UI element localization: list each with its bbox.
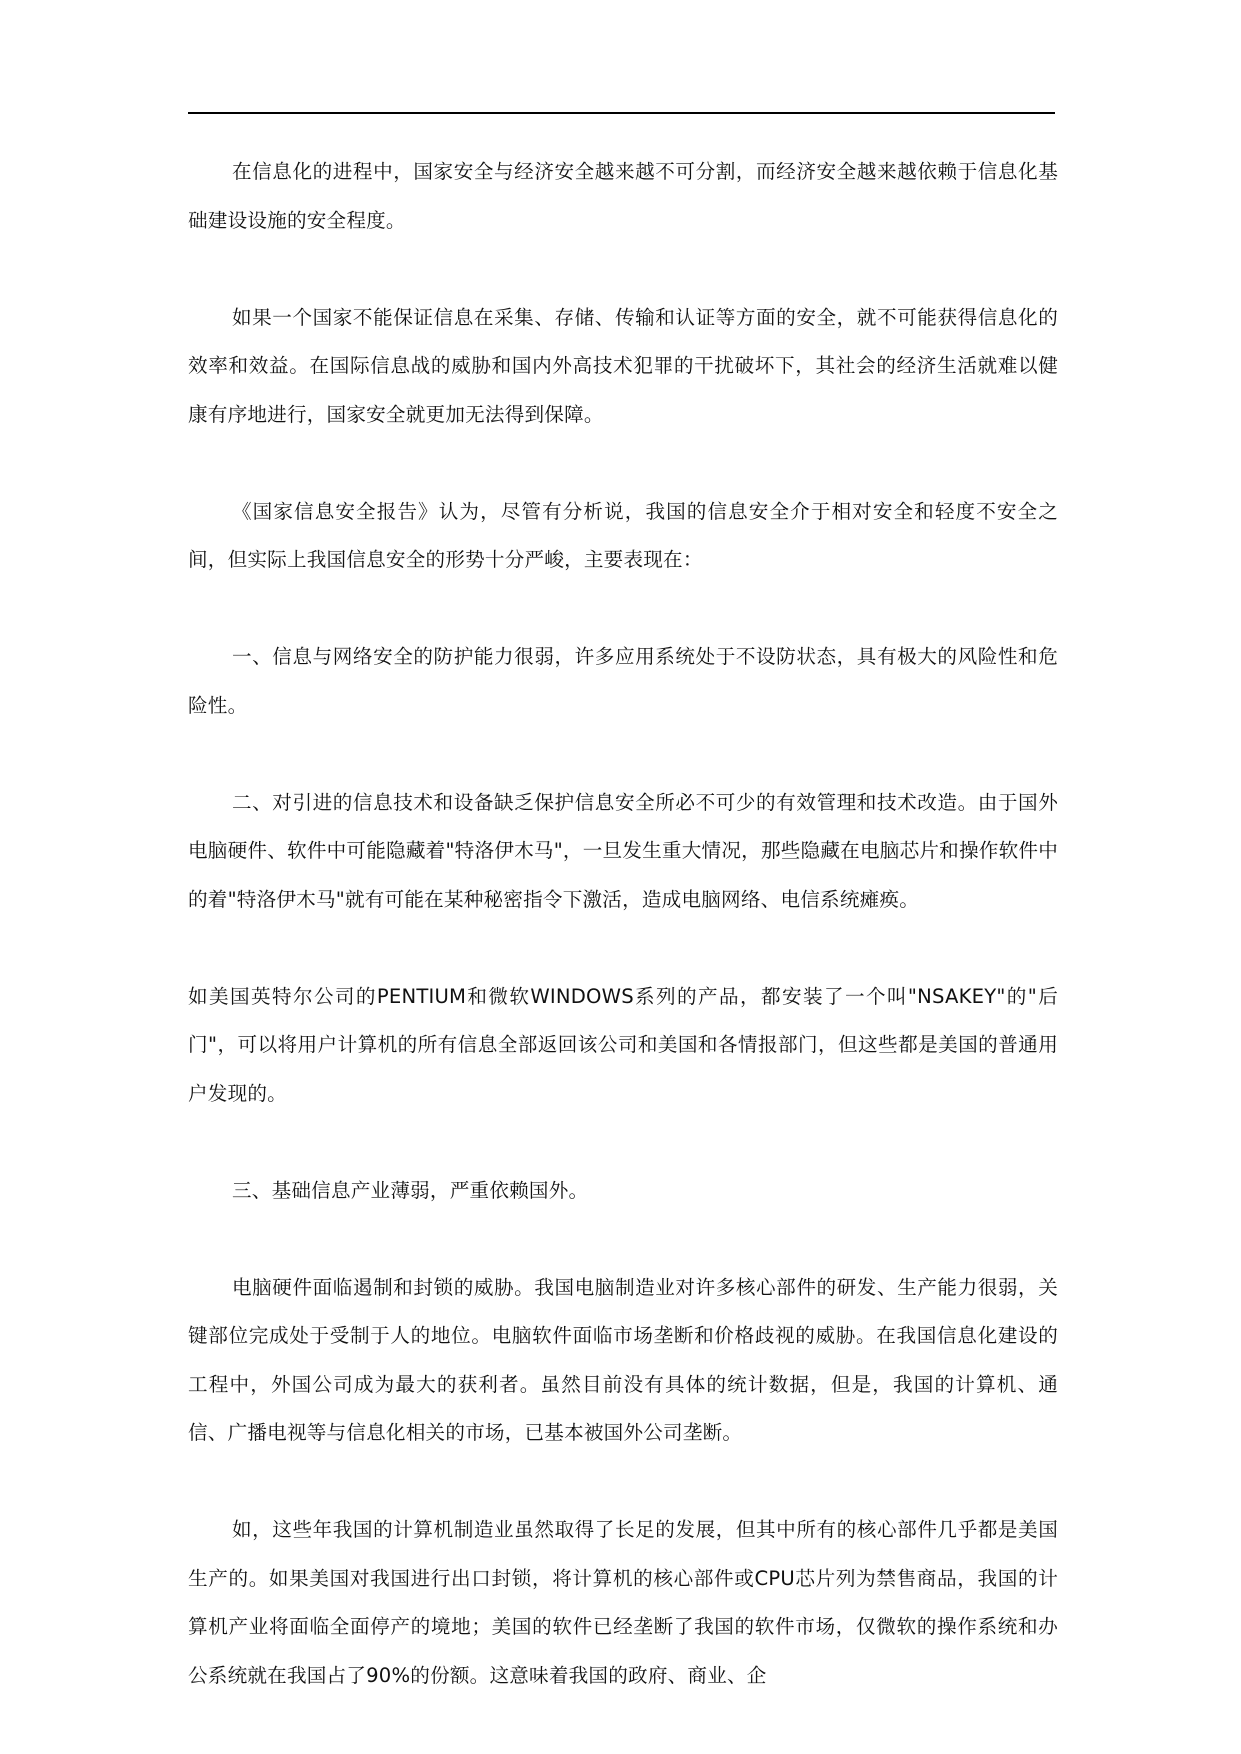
paragraph: 《国家信息安全报告》认为，尽管有分析说，我国的信息安全介于相对安全和轻度不安全之间，但实际上我国信息安全的形势十分严峻，主要表现在：: [188, 499, 1058, 571]
header-rule: [188, 112, 1055, 114]
paragraph: 如，这些年我国的计算机制造业虽然取得了长足的发展，但其中所有的核心部件几乎都是美国生产的。如果美国对我国进行出口封锁，将计算机的核心部件或CPU芯片列为禁售商品，我国的计算机产业将面临全面停产的境地；美国的软件已经垄断了我国的软件市场，仅微软的操作系统和办公系统就在我国占了90%的份额。这意味着我国的政府、商业、企: [188, 1518, 1058, 1687]
paragraph: 如美国英特尔公司的PENTIUM和微软WINDOWS系列的产品，都安装了一个叫"NSAKEY"的"后门"，可以将用户计算机的所有信息全部返回该公司和美国和各情报部门，但这些都是美国的普通用户发现的。: [188, 984, 1058, 1105]
document-body: [188, 148, 1058, 1700]
paragraph: 二、对引进的信息技术和设备缺乏保护信息安全所必不可少的有效管理和技术改造。由于国外电脑硬件、软件中可能隐藏着"特洛伊木马"，一旦发生重大情况，那些隐藏在电脑芯片和操作软件中的着"特洛伊木马"就有可能在某种秘密指令下激活，造成电脑网络、电信系统瘫痪。: [188, 790, 1058, 911]
paragraph: 在信息化的进程中，国家安全与经济安全越来越不可分割，而经济安全越来越依赖于信息化基础建设设施的安全程度。: [188, 160, 1058, 232]
paragraph: 如果一个国家不能保证信息在采集、存储、传输和认证等方面的安全，就不可能获得信息化的效率和效益。在国际信息战的威胁和国内外高技术犯罪的干扰破坏下，其社会的经济生活就难以健康有序地进行，国家安全就更加无法得到保障。: [188, 305, 1058, 426]
paragraph: 三、基础信息产业薄弱，严重依赖国外。: [232, 1178, 589, 1202]
paragraph: 一、信息与网络安全的防护能力很弱，许多应用系统处于不设防状态，具有极大的风险性和危险性。: [188, 645, 1058, 717]
paragraph: 电脑硬件面临遏制和封锁的威胁。我国电脑制造业对许多核心部件的研发、生产能力很弱，关键部位完成处于受制于人的地位。电脑软件面临市场垄断和价格歧视的威胁。在我国信息化建设的工程中，外国公司成为最大的获利者。虽然目前没有具体的统计数据，但是，我国的计算机、通信、广播电视等与信息化相关的市场，已基本被国外公司垄断。: [188, 1275, 1058, 1444]
